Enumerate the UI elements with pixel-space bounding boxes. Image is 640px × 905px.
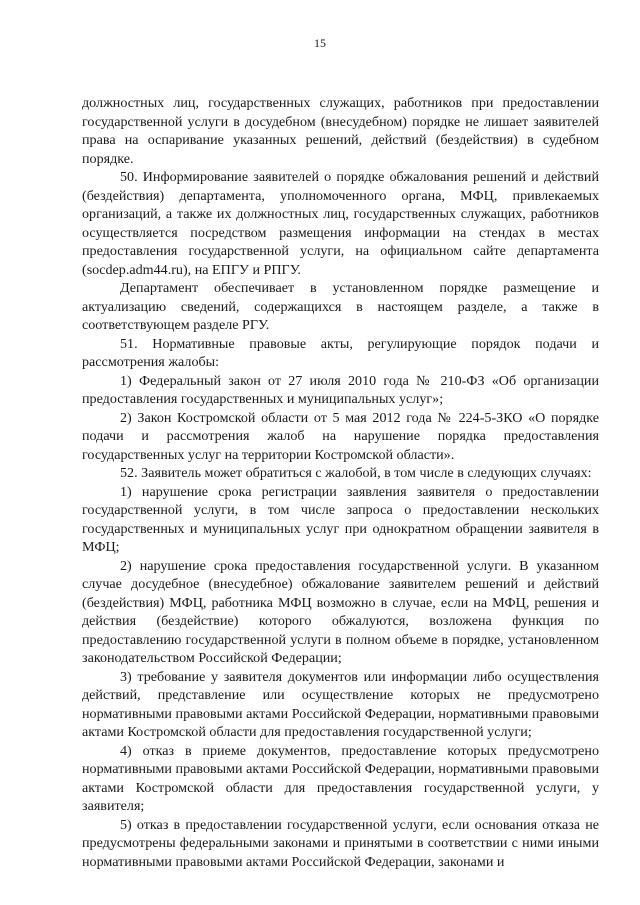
list-item-52-4: 4) отказ в приеме документов, предоставление которых предусмотрено нормативными правовыми актами Российской Федерации, нормативными правовыми актами Костромской области для предоставления государственной услуги, у заявителя;	[82, 742, 599, 814]
paragraph-department: Департамент обеспечивает в установленном порядке размещение и актуализацию сведений, содержащихся в настоящем разделе, а также в соответствующем разделе РГУ.	[82, 280, 599, 333]
paragraph-continuation: должностных лиц, государственных служащих, работников при предоставлении государственной услуги в досудебном (внесудебном) порядке не лишает заявителей права на оспаривание указанных решений, действий (бездействия) в судебном порядке.	[82, 95, 599, 167]
list-item-52-3: 3) требование у заявителя документов или информации либо осуществления действий, представление или осуществление которых не предусмотрено нормативными правовыми актами Российской Федерации, нормативными правовыми актами Костромской области для предоставления государственной услуги;	[82, 668, 599, 740]
list-item-52-1: 1) нарушение срока регистрации заявления заявителя о предоставлении государственной услуги, в том числе запроса о предоставлении нескольких государственных и муниципальных услуг при однократном обращении заявителя в МФЦ;	[82, 483, 599, 555]
page-number: 15	[314, 36, 326, 50]
list-item-52-5: 5) отказ в предоставлении государственной услуги, если основания отказа не предусмотрены федеральными законами и принятыми в соответствии с ними иными нормативными правовыми актами Российской Федерации, законами и	[82, 816, 599, 870]
paragraph-51: 51. Нормативные правовые акты, регулирующие порядок подачи и рассмотрения жалобы:	[82, 335, 599, 370]
list-item-51-2: 2) Закон Костромской области от 5 мая 2012 года № 224-5-ЗКО «О порядке подачи и рассмотрения жалоб на нарушение порядка предоставления государственных услуг на территории Костромской области».	[82, 409, 599, 463]
document-body	[82, 94, 599, 871]
paragraph-50: 50. Информирование заявителей о порядке обжалования решений и действий (бездействия) департамента, уполномоченного органа, МФЦ, привлекаемых организаций, а также их должностных лиц, государственных служащих, работников осуществляется посредством размещения информации на стендах в местах предоставления государственной услуги, на официальном сайте департамента (socdep.adm44.ru), на ЕПГУ и РПГУ.	[82, 169, 599, 278]
list-item-51-1: 1) Федеральный закон от 27 июля 2010 года № 210-ФЗ «Об организации предоставления государственных и муниципальных услуг»;	[82, 372, 599, 407]
paragraph-52: 52. Заявитель может обратиться с жалобой, в том числе в следующих случаях:	[120, 465, 592, 481]
list-item-52-2: 2) нарушение срока предоставления государственной услуги. В указанном случае досудебное (внесудебное) обжалование заявителем решений и действий (бездействия) МФЦ, работника МФЦ возможно в случае, если на МФЦ, решения и действия (бездействие) которого обжалуются, возложена функция по предоставлению государственной услуги в полном объеме в порядке, установленном законодательством Российской Федерации;	[82, 557, 599, 666]
